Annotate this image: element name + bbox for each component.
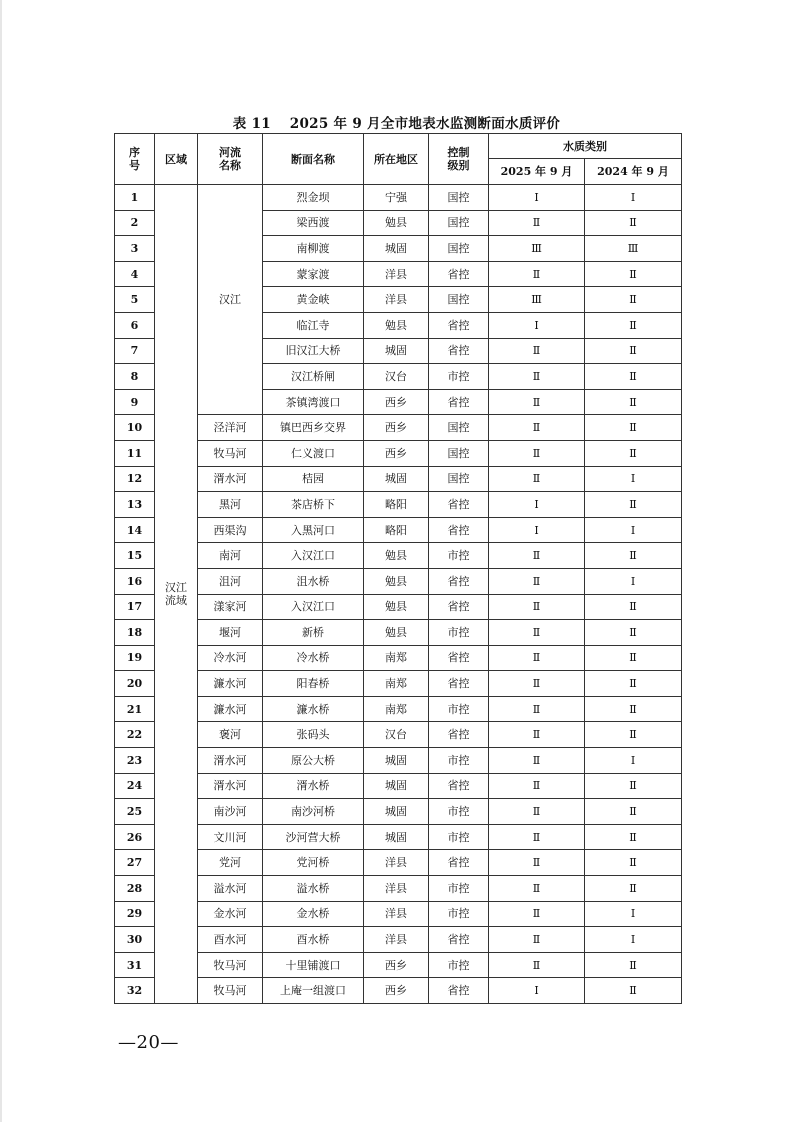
control-level: 市控 — [429, 901, 489, 927]
location: 勉县 — [364, 312, 429, 338]
control-level: 省控 — [429, 338, 489, 364]
quality-2025: Ⅱ — [489, 850, 585, 876]
quality-2025: Ⅱ — [489, 927, 585, 953]
row-number: 17 — [115, 594, 155, 620]
row-number: 5 — [115, 287, 155, 313]
header-region: 区域 — [155, 134, 198, 185]
quality-2024: Ⅱ — [585, 389, 682, 415]
river-name: 党河 — [198, 850, 263, 876]
control-level: 国控 — [429, 440, 489, 466]
table-row — [115, 927, 682, 953]
section-name: 十里铺渡口 — [263, 952, 364, 978]
river-name: 湑水河 — [198, 748, 263, 774]
quality-2024: Ⅱ — [585, 312, 682, 338]
quality-2025: Ⅰ — [489, 185, 585, 211]
location: 南郑 — [364, 645, 429, 671]
location: 勉县 — [364, 210, 429, 236]
quality-2025: Ⅰ — [489, 312, 585, 338]
table-title: 表 11 2025 年 9 月全市地表水监测断面水质评价 — [232, 116, 561, 132]
header-control: 控制 级别 — [429, 134, 489, 185]
table-row — [115, 594, 682, 620]
quality-2024: Ⅱ — [585, 722, 682, 748]
quality-2024: Ⅱ — [585, 620, 682, 646]
location: 城固 — [364, 824, 429, 850]
location: 城固 — [364, 236, 429, 262]
quality-2024: Ⅱ — [585, 952, 682, 978]
quality-2025: Ⅱ — [489, 415, 585, 441]
section-name: 阳春桥 — [263, 671, 364, 697]
quality-2025: Ⅱ — [489, 952, 585, 978]
quality-2024: Ⅰ — [585, 901, 682, 927]
quality-2025: Ⅰ — [489, 517, 585, 543]
river-name: 濂水河 — [198, 696, 263, 722]
row-number: 11 — [115, 440, 155, 466]
quality-2024: Ⅱ — [585, 645, 682, 671]
table-row — [115, 620, 682, 646]
header-section: 断面名称 — [263, 134, 364, 185]
quality-2025: Ⅱ — [489, 620, 585, 646]
table-row — [115, 773, 682, 799]
location: 汉台 — [364, 364, 429, 390]
section-name: 临江寺 — [263, 312, 364, 338]
quality-2025: Ⅱ — [489, 696, 585, 722]
control-level: 市控 — [429, 620, 489, 646]
row-number: 18 — [115, 620, 155, 646]
control-level: 市控 — [429, 748, 489, 774]
row-number: 24 — [115, 773, 155, 799]
row-number: 28 — [115, 876, 155, 902]
section-name: 金水桥 — [263, 901, 364, 927]
row-number: 15 — [115, 543, 155, 569]
water-quality-table — [114, 133, 682, 1004]
section-name: 濂水桥 — [263, 696, 364, 722]
location: 洋县 — [364, 927, 429, 953]
control-level: 省控 — [429, 722, 489, 748]
row-number: 19 — [115, 645, 155, 671]
row-number: 31 — [115, 952, 155, 978]
control-level: 省控 — [429, 927, 489, 953]
river-name: 褒河 — [198, 722, 263, 748]
control-level: 国控 — [429, 287, 489, 313]
quality-2025: Ⅱ — [489, 901, 585, 927]
row-number: 25 — [115, 799, 155, 825]
control-level: 省控 — [429, 594, 489, 620]
river-name: 沮河 — [198, 568, 263, 594]
row-number: 16 — [115, 568, 155, 594]
row-number: 22 — [115, 722, 155, 748]
location: 勉县 — [364, 568, 429, 594]
control-level: 国控 — [429, 236, 489, 262]
river-name: 金水河 — [198, 901, 263, 927]
section-name: 旧汉江大桥 — [263, 338, 364, 364]
section-name: 入汉江口 — [263, 543, 364, 569]
river-name: 西渠沟 — [198, 517, 263, 543]
location: 城固 — [364, 799, 429, 825]
section-name: 镇巴西乡交界 — [263, 415, 364, 441]
location: 城固 — [364, 466, 429, 492]
location: 西乡 — [364, 389, 429, 415]
row-number: 4 — [115, 261, 155, 287]
row-number: 20 — [115, 671, 155, 697]
section-name: 张码头 — [263, 722, 364, 748]
location: 西乡 — [364, 978, 429, 1004]
quality-2025: Ⅱ — [489, 389, 585, 415]
quality-2024: Ⅰ — [585, 466, 682, 492]
river-name: 湑水河 — [198, 466, 263, 492]
page-number: —20— — [118, 1032, 179, 1053]
quality-2024: Ⅱ — [585, 850, 682, 876]
location: 勉县 — [364, 543, 429, 569]
location: 洋县 — [364, 901, 429, 927]
quality-2025: Ⅲ — [489, 236, 585, 262]
quality-2025: Ⅱ — [489, 645, 585, 671]
control-level: 国控 — [429, 210, 489, 236]
quality-2024: Ⅱ — [585, 210, 682, 236]
section-name: 黄金峡 — [263, 287, 364, 313]
section-name: 汉江桥闸 — [263, 364, 364, 390]
quality-2024: Ⅰ — [585, 517, 682, 543]
river-name: 牧马河 — [198, 978, 263, 1004]
location: 洋县 — [364, 287, 429, 313]
location: 宁强 — [364, 185, 429, 211]
table-row — [115, 492, 682, 518]
quality-2025: Ⅲ — [489, 287, 585, 313]
table-row — [115, 185, 682, 211]
quality-2025: Ⅱ — [489, 210, 585, 236]
control-level: 国控 — [429, 185, 489, 211]
control-level: 省控 — [429, 568, 489, 594]
row-number: 14 — [115, 517, 155, 543]
table-row — [115, 799, 682, 825]
river-name: 南河 — [198, 543, 263, 569]
table-row — [115, 748, 682, 774]
quality-2025: Ⅱ — [489, 799, 585, 825]
section-name: 湑水桥 — [263, 773, 364, 799]
row-number: 12 — [115, 466, 155, 492]
section-name: 酉水桥 — [263, 927, 364, 953]
row-number: 23 — [115, 748, 155, 774]
header-2024: 2024 年 9 月 — [585, 159, 682, 185]
page-edge — [0, 0, 2, 1122]
quality-2025: Ⅱ — [489, 440, 585, 466]
quality-2025: Ⅰ — [489, 978, 585, 1004]
quality-2025: Ⅱ — [489, 338, 585, 364]
header-river: 河流 名称 — [198, 134, 263, 185]
quality-2025: Ⅱ — [489, 568, 585, 594]
location: 城固 — [364, 773, 429, 799]
section-name: 南沙河桥 — [263, 799, 364, 825]
quality-2025: Ⅱ — [489, 773, 585, 799]
control-level: 市控 — [429, 799, 489, 825]
row-number: 27 — [115, 850, 155, 876]
row-number: 26 — [115, 824, 155, 850]
river-name: 牧马河 — [198, 952, 263, 978]
section-name: 蒙家渡 — [263, 261, 364, 287]
river-name: 泾洋河 — [198, 415, 263, 441]
table-row — [115, 543, 682, 569]
location: 洋县 — [364, 876, 429, 902]
section-name: 入汉江口 — [263, 594, 364, 620]
quality-2025: Ⅱ — [489, 466, 585, 492]
quality-2024: Ⅱ — [585, 364, 682, 390]
control-level: 国控 — [429, 415, 489, 441]
river-name: 冷水河 — [198, 645, 263, 671]
quality-2024: Ⅱ — [585, 978, 682, 1004]
quality-2025: Ⅱ — [489, 261, 585, 287]
header-quality: 水质类别 — [489, 134, 682, 159]
river-name: 濂水河 — [198, 671, 263, 697]
quality-2025: Ⅱ — [489, 722, 585, 748]
river-name: 漾家河 — [198, 594, 263, 620]
quality-2024: Ⅱ — [585, 492, 682, 518]
control-level: 市控 — [429, 824, 489, 850]
quality-2025: Ⅱ — [489, 364, 585, 390]
row-number: 1 — [115, 185, 155, 211]
quality-2024: Ⅱ — [585, 543, 682, 569]
quality-2024: Ⅱ — [585, 287, 682, 313]
region-cell: 汉江 流域 — [155, 185, 198, 1004]
river-name: 堰河 — [198, 620, 263, 646]
river-name: 牧马河 — [198, 440, 263, 466]
row-number: 7 — [115, 338, 155, 364]
control-level: 省控 — [429, 773, 489, 799]
section-name: 仁义渡口 — [263, 440, 364, 466]
location: 勉县 — [364, 620, 429, 646]
section-name: 茶店桥下 — [263, 492, 364, 518]
location: 西乡 — [364, 440, 429, 466]
control-level: 省控 — [429, 492, 489, 518]
location: 城固 — [364, 338, 429, 364]
header-2025: 2025 年 9 月 — [489, 159, 585, 185]
section-name: 上庵一组渡口 — [263, 978, 364, 1004]
quality-2025: Ⅱ — [489, 824, 585, 850]
control-level: 市控 — [429, 543, 489, 569]
location: 南郑 — [364, 671, 429, 697]
quality-2024: Ⅰ — [585, 927, 682, 953]
control-level: 省控 — [429, 517, 489, 543]
quality-2024: Ⅱ — [585, 876, 682, 902]
table-row — [115, 415, 682, 441]
row-number: 10 — [115, 415, 155, 441]
row-number: 21 — [115, 696, 155, 722]
table-row — [115, 722, 682, 748]
quality-2024: Ⅱ — [585, 338, 682, 364]
river-name: 南沙河 — [198, 799, 263, 825]
section-name: 党河桥 — [263, 850, 364, 876]
quality-2024: Ⅱ — [585, 824, 682, 850]
section-name: 茶镇湾渡口 — [263, 389, 364, 415]
river-name: 湑水河 — [198, 773, 263, 799]
location: 勉县 — [364, 594, 429, 620]
table-row — [115, 466, 682, 492]
header-index: 序 号 — [115, 134, 155, 185]
section-name: 冷水桥 — [263, 645, 364, 671]
control-level: 省控 — [429, 389, 489, 415]
control-level: 市控 — [429, 876, 489, 902]
control-level: 省控 — [429, 671, 489, 697]
control-level: 国控 — [429, 466, 489, 492]
table-row — [115, 824, 682, 850]
control-level: 省控 — [429, 978, 489, 1004]
row-number: 30 — [115, 927, 155, 953]
row-number: 13 — [115, 492, 155, 518]
table-row — [115, 671, 682, 697]
location: 汉台 — [364, 722, 429, 748]
control-level: 市控 — [429, 696, 489, 722]
quality-2024: Ⅰ — [585, 568, 682, 594]
section-name: 入黑河口 — [263, 517, 364, 543]
section-name: 梁西渡 — [263, 210, 364, 236]
quality-2025: Ⅰ — [489, 492, 585, 518]
control-level: 省控 — [429, 850, 489, 876]
row-number: 32 — [115, 978, 155, 1004]
quality-2024: Ⅰ — [585, 185, 682, 211]
row-number: 3 — [115, 236, 155, 262]
row-number: 29 — [115, 901, 155, 927]
location: 洋县 — [364, 261, 429, 287]
river-name: 酉水河 — [198, 927, 263, 953]
river-name: 黑河 — [198, 492, 263, 518]
section-name: 南柳渡 — [263, 236, 364, 262]
quality-2025: Ⅱ — [489, 671, 585, 697]
section-name: 溢水桥 — [263, 876, 364, 902]
section-name: 沙河营大桥 — [263, 824, 364, 850]
quality-2024: Ⅱ — [585, 261, 682, 287]
river-name: 文川河 — [198, 824, 263, 850]
quality-2025: Ⅱ — [489, 594, 585, 620]
table-row — [115, 440, 682, 466]
section-name: 桔园 — [263, 466, 364, 492]
table-row — [115, 876, 682, 902]
river-name: 溢水河 — [198, 876, 263, 902]
quality-2025: Ⅱ — [489, 876, 585, 902]
control-level: 省控 — [429, 261, 489, 287]
header-location: 所在地区 — [364, 134, 429, 185]
table-row — [115, 696, 682, 722]
location: 西乡 — [364, 415, 429, 441]
location: 略阳 — [364, 517, 429, 543]
section-name: 原公大桥 — [263, 748, 364, 774]
quality-2024: Ⅱ — [585, 696, 682, 722]
table-row — [115, 568, 682, 594]
quality-2025: Ⅱ — [489, 748, 585, 774]
quality-2024: Ⅱ — [585, 440, 682, 466]
table-row — [115, 978, 682, 1004]
location: 城固 — [364, 748, 429, 774]
quality-2025: Ⅱ — [489, 543, 585, 569]
table-row — [115, 901, 682, 927]
row-number: 2 — [115, 210, 155, 236]
quality-2024: Ⅰ — [585, 748, 682, 774]
table-row — [115, 517, 682, 543]
location: 南郑 — [364, 696, 429, 722]
control-level: 省控 — [429, 645, 489, 671]
control-level: 市控 — [429, 364, 489, 390]
row-number: 9 — [115, 389, 155, 415]
table-row — [115, 645, 682, 671]
section-name: 新桥 — [263, 620, 364, 646]
table-body — [115, 185, 682, 1004]
quality-2024: Ⅱ — [585, 415, 682, 441]
row-number: 8 — [115, 364, 155, 390]
location: 西乡 — [364, 952, 429, 978]
quality-2024: Ⅱ — [585, 799, 682, 825]
river-name: 汉江 — [198, 185, 263, 415]
table-row — [115, 850, 682, 876]
quality-2024: Ⅱ — [585, 594, 682, 620]
location: 洋县 — [364, 850, 429, 876]
section-name: 沮水桥 — [263, 568, 364, 594]
control-level: 省控 — [429, 312, 489, 338]
row-number: 6 — [115, 312, 155, 338]
quality-2024: Ⅱ — [585, 773, 682, 799]
control-level: 市控 — [429, 952, 489, 978]
quality-2024: Ⅱ — [585, 671, 682, 697]
table-row — [115, 952, 682, 978]
location: 略阳 — [364, 492, 429, 518]
section-name: 烈金坝 — [263, 185, 364, 211]
quality-2024: Ⅲ — [585, 236, 682, 262]
